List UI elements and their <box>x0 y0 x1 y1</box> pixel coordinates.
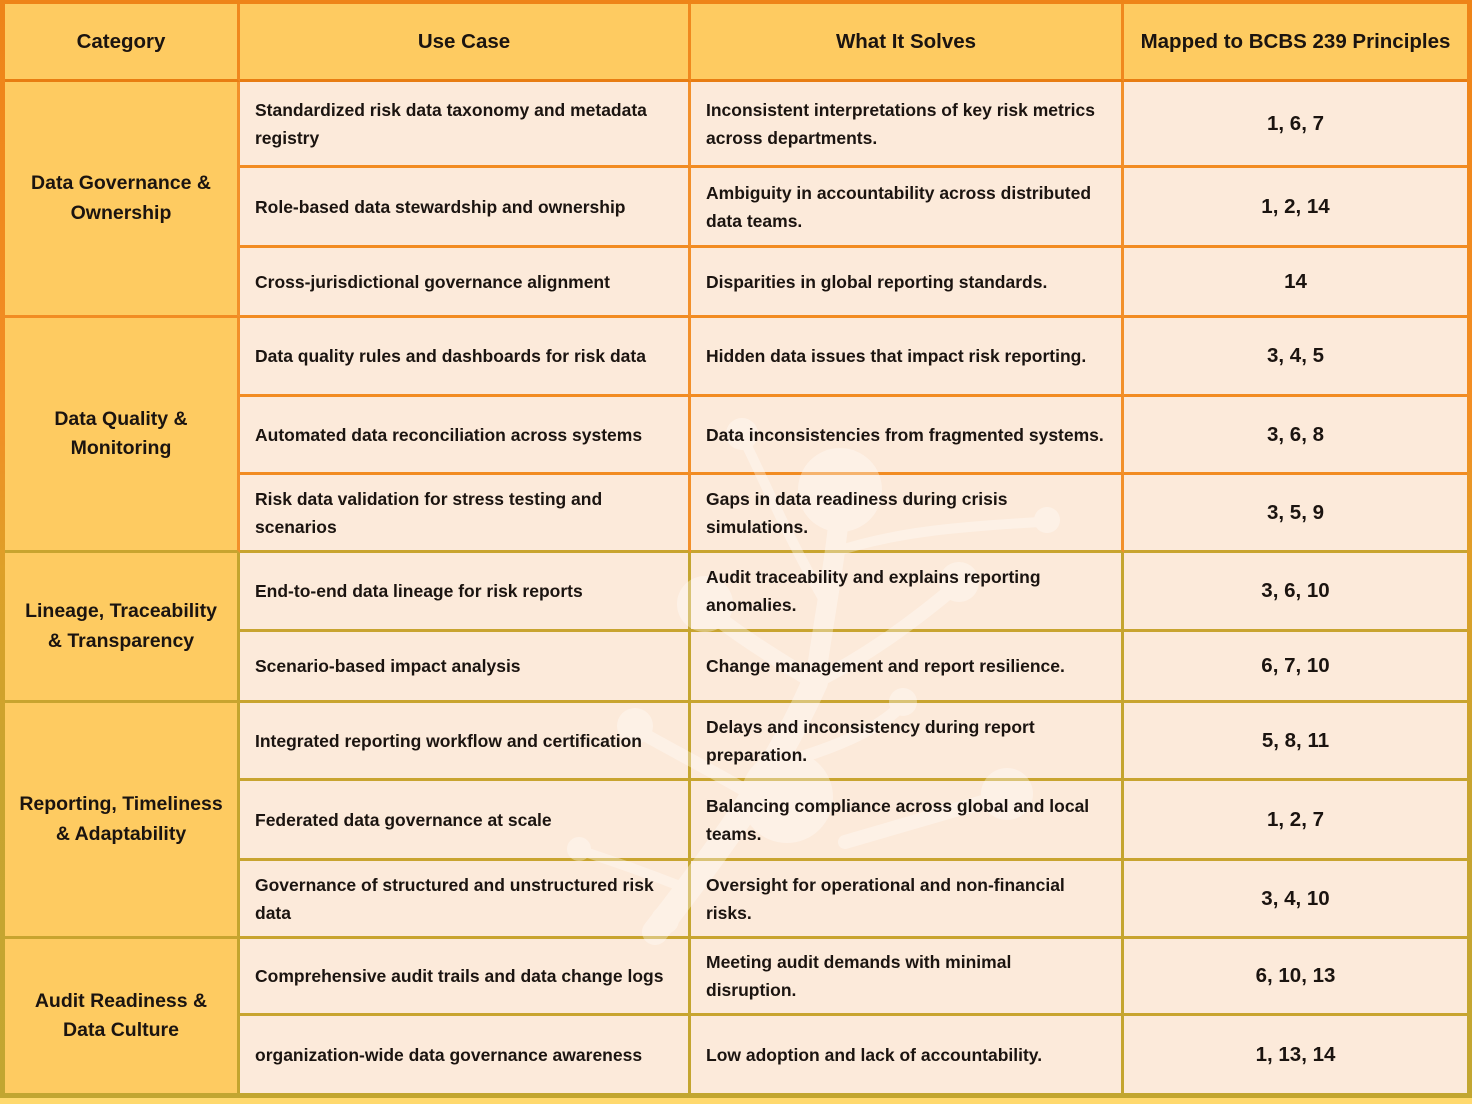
use-case-cell: Cross-jurisdictional governance alignment <box>240 248 691 318</box>
use-case-cell: Risk data validation for stress testing and scenarios <box>240 475 691 553</box>
principles-cell: 6, 10, 13 <box>1124 939 1467 1016</box>
use-case-cell: End-to-end data lineage for risk reports <box>240 553 691 632</box>
what-it-solves-cell: Change management and report resilience. <box>691 632 1124 703</box>
principles-cell: 5, 8, 11 <box>1124 703 1467 781</box>
column-header-category: Category <box>5 4 240 82</box>
what-it-solves-cell: Oversight for operational and non-financial risks. <box>691 861 1124 939</box>
what-it-solves-cell: Hidden data issues that impact risk reporting. <box>691 318 1124 397</box>
category-cell: Reporting, Timeliness & Adaptability <box>5 703 240 939</box>
column-header-principles: Mapped to BCBS 239 Principles <box>1124 4 1467 82</box>
principles-cell: 1, 2, 14 <box>1124 168 1467 248</box>
category-cell: Lineage, Traceability & Transparency <box>5 553 240 703</box>
principles-cell: 3, 6, 8 <box>1124 397 1467 475</box>
what-it-solves-cell: Gaps in data readiness during crisis simulations. <box>691 475 1124 553</box>
principles-cell: 14 <box>1124 248 1467 318</box>
use-case-table <box>5 4 1467 1093</box>
use-case-cell: organization-wide data governance awareness <box>240 1016 691 1093</box>
use-case-cell: Scenario-based impact analysis <box>240 632 691 703</box>
what-it-solves-cell: Data inconsistencies from fragmented systems. <box>691 397 1124 475</box>
category-cell: Data Governance & Ownership <box>5 82 240 318</box>
principles-cell: 1, 13, 14 <box>1124 1016 1467 1093</box>
column-header-what-it-solves: What It Solves <box>691 4 1124 82</box>
column-header-use-case: Use Case <box>240 4 691 82</box>
principles-cell: 6, 7, 10 <box>1124 632 1467 703</box>
use-case-cell: Integrated reporting workflow and certification <box>240 703 691 781</box>
what-it-solves-cell: Audit traceability and explains reporting anomalies. <box>691 553 1124 632</box>
use-case-cell: Comprehensive audit trails and data change logs <box>240 939 691 1016</box>
what-it-solves-cell: Meeting audit demands with minimal disruption. <box>691 939 1124 1016</box>
principles-cell: 3, 4, 5 <box>1124 318 1467 397</box>
principles-cell: 1, 2, 7 <box>1124 781 1467 861</box>
use-case-cell: Data quality rules and dashboards for risk data <box>240 318 691 397</box>
principles-cell: 3, 6, 10 <box>1124 553 1467 632</box>
use-case-cell: Automated data reconciliation across systems <box>240 397 691 475</box>
what-it-solves-cell: Ambiguity in accountability across distributed data teams. <box>691 168 1124 248</box>
what-it-solves-cell: Inconsistent interpretations of key risk metrics across departments. <box>691 82 1124 168</box>
principles-cell: 3, 5, 9 <box>1124 475 1467 553</box>
category-cell: Data Quality & Monitoring <box>5 318 240 553</box>
category-cell: Audit Readiness & Data Culture <box>5 939 240 1093</box>
what-it-solves-cell: Disparities in global reporting standards. <box>691 248 1124 318</box>
use-case-cell: Standardized risk data taxonomy and metadata registry <box>240 82 691 168</box>
what-it-solves-cell: Balancing compliance across global and local teams. <box>691 781 1124 861</box>
what-it-solves-cell: Low adoption and lack of accountability. <box>691 1016 1124 1093</box>
use-case-cell: Role-based data stewardship and ownership <box>240 168 691 248</box>
use-case-cell: Governance of structured and unstructured risk data <box>240 861 691 939</box>
principles-cell: 1, 6, 7 <box>1124 82 1467 168</box>
use-case-cell: Federated data governance at scale <box>240 781 691 861</box>
what-it-solves-cell: Delays and inconsistency during report preparation. <box>691 703 1124 781</box>
principles-cell: 3, 4, 10 <box>1124 861 1467 939</box>
